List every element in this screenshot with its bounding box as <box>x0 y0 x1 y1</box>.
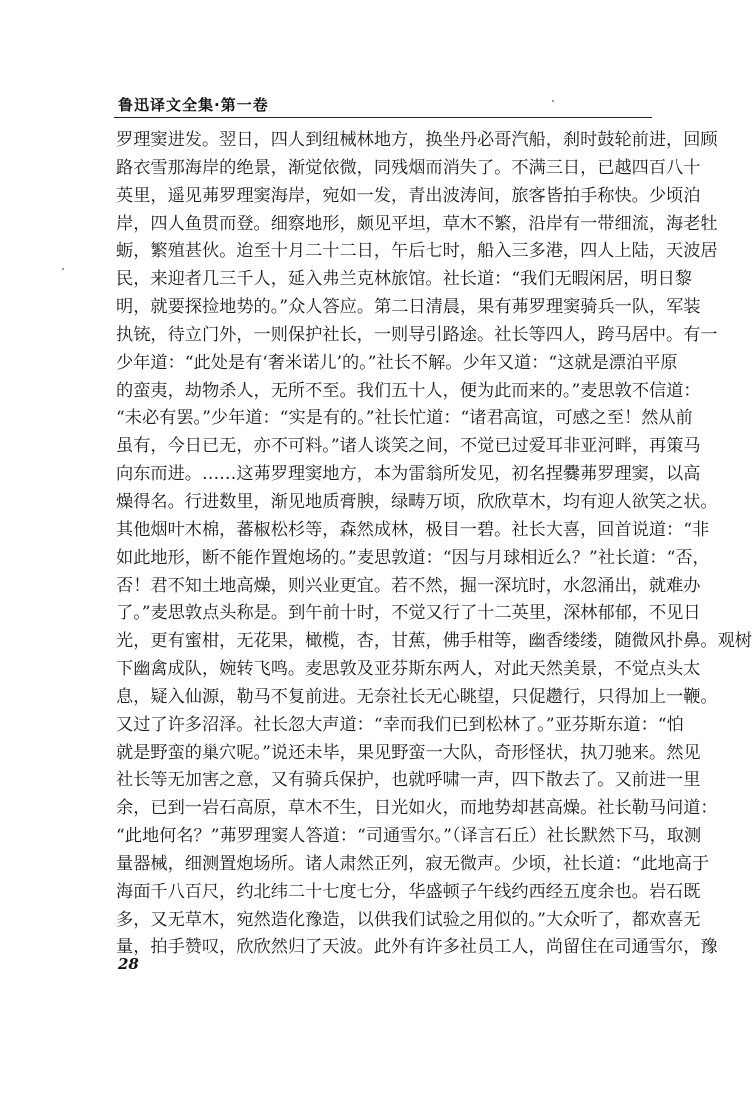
text-line: 执铳，待立门外，一则保护社长，一则导引路途。社长等四人，跨马居中。有一 <box>116 324 718 345</box>
text-line: 息，疑入仙源，勒马不复前进。无奈社长无心眺望，只促趱行，只得加上一鞭。 <box>116 686 718 707</box>
text-line: 虽有，今日已无，亦不可料。”诸人谈笑之间，不觉已过爱耳非亚河畔，再策马 <box>116 436 701 457</box>
scan-speck <box>62 268 64 270</box>
text-line: 路衣雪那海岸的绝景，渐觉依微，同残烟而消失了。不满三日，已越四百八十 <box>116 157 701 178</box>
text-line: 海面千八百尺，约北纬二十七度七分，华盛顿子午线约西经五度余也。岩石既 <box>116 881 701 902</box>
text-line: 蛎，繁殖甚伙。迨至十月二十二日，午后七时，船入三多港，四人上陆，天波居 <box>116 241 718 262</box>
running-head-title: 鲁迅译文全集·第一卷 <box>118 96 269 114</box>
scan-speck <box>552 100 554 102</box>
text-line: 余，已到一岩石高原，草木不生，日光如火，而地势却甚高燥。社长勒马问道： <box>116 798 718 819</box>
text-line: 光，更有蜜柑，无花果，橄榄，杏，甘蕉，佛手柑等，幽香缕缕，随微风扑鼻。观树 <box>116 631 752 652</box>
page-number: 28 <box>118 955 139 973</box>
text-line: 的蛮夷，劫物杀人，无所不至。我们五十人，便为此而来的。”麦思敦不信道： <box>116 380 701 401</box>
text-line: 量器械，细测置炮场所。诸人肃然正列，寂无微声。少顷，社长道：“此地高于 <box>116 853 710 874</box>
header-rule <box>114 117 652 118</box>
text-line: 了。”麦思敦点头称是。到午前十时，不觉又行了十二英里，深林郁郁，不见日 <box>116 603 701 624</box>
text-line: 英里，遥见茀罗理窦海岸，宛如一发，青出波涛间，旅客皆拍手称快。少顷泊 <box>116 185 701 206</box>
text-line: 就是野蛮的巢穴呢。”说还未毕，果见野蛮一大队，奇形怪状，执刀驰来。然见 <box>116 742 701 763</box>
text-line: 明，就要探捡地势的。”众人答应。第二日清晨，果有茀罗理窦骑兵一队，军装 <box>116 297 701 318</box>
text-line: 燥得名。行进数里，渐见地质膏腴，绿畴万顷，欣欣草木，均有迎人欲笑之状。 <box>116 491 718 512</box>
text-line: 岸，四人鱼贯而登。细察地形，颇见平坦，草木不繁，沿岸有一带细流，海老牡 <box>116 213 718 234</box>
text-line: 社长等无加害之意，又有骑兵保护，也就呼啸一声，四下散去了。又前进一里 <box>116 770 701 791</box>
text-line: 其他烟叶木棉，蕃椒松杉等，森然成林，极目一碧。社长大喜，回首说道：“非 <box>116 519 710 540</box>
text-line: 否！君不知土地高燥，则兴业更宜。若不然，掘一深坑时，水忽涌出，就难办 <box>116 575 701 596</box>
text-line: 少年道：“此处是有‘奢米诺儿’的。”社长不解。少年又道：“这就是漂泊平原 <box>116 352 678 373</box>
text-line: 多，又无草木，宛然造化豫造，以供我们试验之用似的。”大众听了，都欢喜无 <box>116 909 701 930</box>
text-line: 民，来迎者几三千人，延入弗兰克林旅馆。社长道：“我们无暇闲居，明日黎 <box>116 269 692 290</box>
text-line: “此地何名？”茀罗理窦人答道：“司通雪尔。”（译言石丘）社长默然下马，取测 <box>116 826 702 847</box>
text-line: 下幽禽成队，婉转飞鸣。麦思敦及亚芬斯东两人，对此天然美景，不觉点头太 <box>116 659 701 680</box>
text-line: 量，拍手赞叹，欣欣然归了天波。此外有许多社员工人，尚留住在司通雪尔，豫 <box>116 937 718 958</box>
text-line: 又过了许多沼泽。社长忽大声道：“幸而我们已到松林了。”亚芬斯东道：“怕 <box>116 714 684 735</box>
text-line: 如此地形，断不能作置炮场的。”麦思敦道：“因与月球相近么？”社长道：“否， <box>116 547 710 568</box>
body-text <box>116 127 752 962</box>
text-line: “未必有罢。”少年道：“实是有的。”社长忙道：“诸君高谊，可感之至！然从前 <box>116 408 693 429</box>
text-line: 罗理窦进发。翌日，四人到纽械林地方，换坐丹必哥汽船，刹时鼓轮前进，回顾 <box>116 130 718 150</box>
text-line: 向东而进。……这茀罗理窦地方，本为雷翁所发见，初名捏爨茀罗理窦，以高 <box>116 464 701 485</box>
